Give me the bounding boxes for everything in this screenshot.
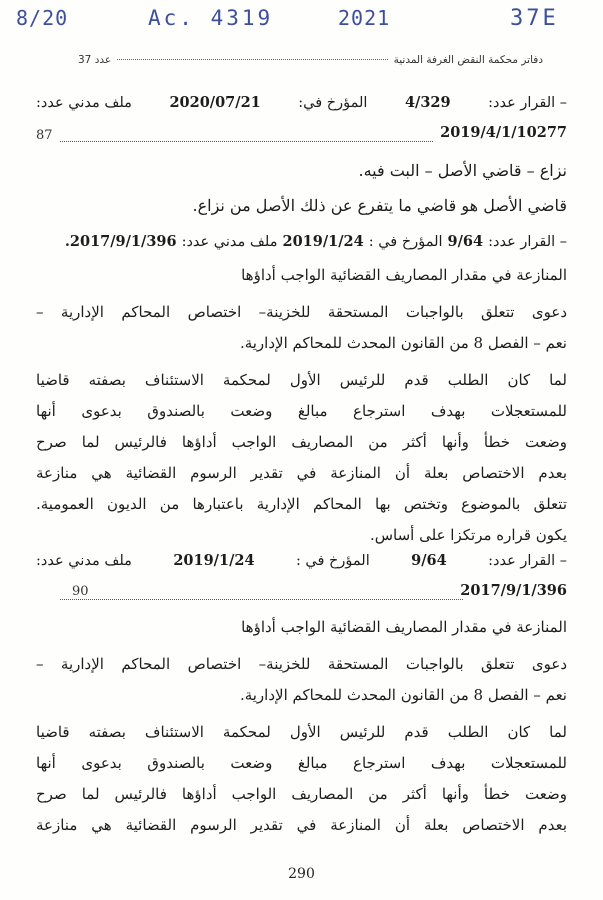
summary-line: لما كان الطلب قدم للرئيس الأول لمحكمة الاستئناف بصفته قاضيا (36, 371, 567, 389)
handwritten-note-left: 8/20 (16, 6, 69, 30)
decision-entry-3 (36, 546, 567, 606)
margin-page-number: 90 (72, 584, 89, 599)
entry-heading: نزاع – قاضي الأصل – البت فيه. (358, 161, 567, 180)
entry-1-heading-block (36, 155, 567, 221)
summary-line: بعدم الاختصاص بعلة أن المنازعة في تقدير الرسوم القضائية هي منازعة (36, 464, 567, 482)
decision-prefix: – القرار عدد: (488, 234, 567, 250)
file-number: 2017/9/1/396 (460, 582, 567, 599)
decision-date: 2020/07/21 (169, 94, 261, 111)
entry-2-body (36, 260, 567, 551)
date-prefix: المؤرخ في : (295, 553, 370, 569)
decision-entry-2 (36, 227, 567, 257)
summary-line: للمستعجلات بهدف استرجاع مبالغ وضعت بالصندوق بدعوى أنها (36, 402, 567, 420)
summary-line: للمستعجلات بهدف استرجاع مبالغ وضعت بالصندوق بدعوى أنها (36, 754, 567, 772)
keyword-line: نعم – الفصل 8 من القانون المحدث للمحاكم الإدارية. (239, 686, 567, 704)
decision-date: 2019/1/24 (173, 552, 255, 569)
dotted-leader (60, 141, 433, 142)
decision-line (36, 227, 567, 257)
handwritten-note-right: 37E (510, 6, 559, 31)
file-number: 2019/4/1/10277 (440, 124, 567, 141)
keyword-line: دعوى تتعلق بالواجبات المستحقة للخزينة– اختصاص المحاكم الإدارية – (36, 303, 567, 321)
file-number-line (36, 576, 567, 606)
decision-number: 4/329 (404, 94, 451, 111)
file-number-line (36, 118, 567, 148)
file-prefix: ملف مدني عدد: (181, 234, 278, 250)
file-prefix: ملف مدني عدد: (36, 553, 132, 569)
entry-heading: المنازعة في مقدار المصاريف القضائية الواجب أداؤها (241, 618, 567, 636)
dotted-leader (60, 599, 463, 600)
summary-line: بعدم الاختصاص بعلة أن المنازعة في تقدير الرسوم القضائية هي منازعة (36, 816, 567, 834)
decision-date: 2019/1/24 (282, 233, 364, 250)
date-prefix: المؤرخ في : (368, 234, 443, 250)
decision-line (36, 546, 567, 576)
summary-line: لما كان الطلب قدم للرئيس الأول لمحكمة الاستئناف بصفته قاضيا (36, 723, 567, 741)
summary-line: وضعت خطأ وأنها أكثر من المصاريف الواجب أداؤها فالرئيس لما صرح (36, 433, 567, 451)
handwritten-reference: Ac. 4319 (148, 6, 274, 30)
summary-line: يكون قراره مرتكزا على أساس. (369, 526, 567, 544)
page-number: 290 (288, 866, 315, 882)
date-prefix: المؤرخ في: (298, 95, 368, 111)
margin-page-number: 87 (36, 128, 53, 143)
decision-prefix: – القرار عدد: (488, 95, 567, 111)
handwritten-year: 2021 (338, 6, 391, 30)
decision-number: 9/64 (447, 233, 484, 250)
entry-3-body (36, 612, 567, 841)
summary-line: وضعت خطأ وأنها أكثر من المصاريف الواجب أداؤها فالرئيس لما صرح (36, 785, 567, 803)
summary-line: تتعلق بالموضوع وتختص بها المحاكم الإدارية باعتبارها من الديون العمومية. (36, 495, 567, 513)
entry-heading: المنازعة في مقدار المصاريف القضائية الواجب أداؤها (241, 266, 567, 284)
decision-line (36, 88, 567, 118)
file-prefix: ملف مدني عدد: (36, 95, 132, 111)
decision-number: 9/64 (411, 552, 447, 569)
running-head-dots (117, 59, 387, 60)
entry-summary: قاضي الأصل هو قاضي ما يتفرع عن ذلك الأصل من نزاع. (192, 196, 567, 215)
running-head (78, 54, 543, 66)
running-head-title: دفاتر محكمة النقض الغرفة المدنية (393, 54, 543, 66)
keyword-line: نعم – الفصل 8 من القانون المحدث للمحاكم الإدارية. (239, 334, 567, 352)
decision-entry-1 (36, 88, 567, 148)
running-head-issue: عدد 37 (78, 54, 112, 66)
decision-prefix: – القرار عدد: (488, 553, 567, 569)
keyword-line: دعوى تتعلق بالواجبات المستحقة للخزينة– اختصاص المحاكم الإدارية – (36, 655, 567, 673)
file-number: 2017/9/1/396. (64, 233, 177, 250)
